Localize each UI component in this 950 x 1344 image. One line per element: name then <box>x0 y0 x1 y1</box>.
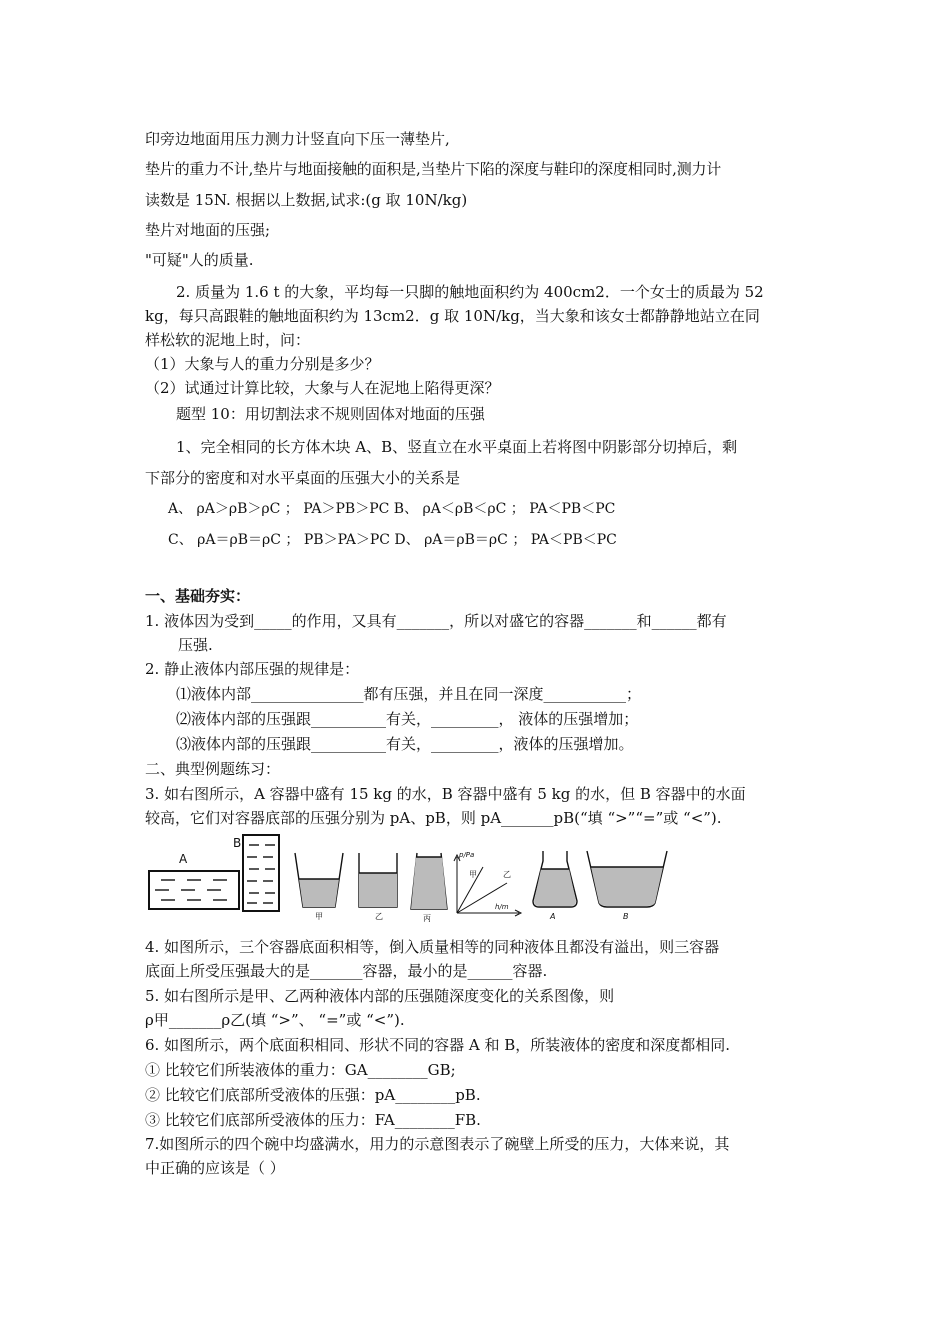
text-line: 4. 如图所示，三个容器底面积相等，倒入质量相等的同种液体且都没有溢出，则三容器 <box>145 938 720 956</box>
section-heading: 二、典型例题练习： <box>145 760 281 778</box>
section-heading: 题型 10：用切割法求不规则固体对地面的压强 <box>176 405 485 423</box>
text-line: 样松软的泥地上时，问： <box>145 331 311 349</box>
text-line: 2. 静止液体内部压强的规律是： <box>145 660 360 678</box>
section-heading: 一、基础夯实： <box>145 587 251 605</box>
text-line: ③ 比较它们底部所受液体的压力：FA________FB. <box>145 1111 481 1129</box>
graph-yi-label: 乙 <box>503 870 511 879</box>
text-line: 下部分的密度和对水平桌面的压强大小的关系是 <box>145 469 461 487</box>
text-line: ρ甲_______ρ乙(填 “>”、 “=”或 “<”). <box>145 1011 405 1029</box>
text-line: ① 比较它们所装液体的重力：GA________GB; <box>145 1061 456 1079</box>
cup-bing-figure <box>411 853 447 923</box>
text-line: kg，每只高跟鞋的触地面积约为 13cm2．g 取 10N/kg，当大象和该女士都静静地站立在同 <box>145 307 760 325</box>
pressure-figures <box>145 833 675 923</box>
text-line: 1. 液体因为受到_____的作用，又具有_______，所以对盛它的容器_______和______都有 <box>145 612 727 630</box>
container-a-label: A <box>179 852 188 866</box>
text-line: 中正确的应该是（ ） <box>145 1159 285 1177</box>
text-line: 3. 如右图所示，A 容器中盛有 15 kg 的水，B 容器中盛有 5 kg 的水，但 B 容器中的水面 <box>145 785 746 803</box>
vessel-a-label: A <box>550 912 556 921</box>
text-line: 读数是 15N. 根据以上数据,试求:(g 取 10N/kg) <box>145 191 468 209</box>
text-line: 1、完全相同的长方体木块 A、B、竖直立在水平桌面上若将图中阴影部分切掉后，剩 <box>176 438 738 456</box>
text-line: 7.如图所示的四个碗中均盛满水，用力的示意图表示了碗壁上所受的压力，大体来说，其 <box>145 1135 730 1153</box>
text-line: 底面上所受压强最大的是_______容器，最小的是______容器. <box>145 962 548 980</box>
vessel-b-label: B <box>623 912 629 921</box>
cup-bing-label: 丙 <box>423 914 431 923</box>
option-line: A、 ρA＞ρB＞ρC ； PA＞PB＞PC B、 ρA＜ρB＜ρC ； PA＜PB＜PC <box>168 501 616 517</box>
option-line: C、 ρA＝ρB＝ρC ； PB＞PA＞PC D、 ρA＝ρB＝ρC ； PA＜PB＜PC <box>168 532 617 548</box>
graph-y-label: p/Pa <box>459 851 475 859</box>
pressure-depth-graph <box>454 851 521 916</box>
text-line: 较高，它们对容器底部的压强分别为 pA、pB，则 pA_______pB(“填 “>”“=”或 “<”). <box>145 809 722 827</box>
text-line: ⑶液体内部的压强跟__________有关，_________，液体的压强增加。 <box>176 735 634 753</box>
vessel-b-figure <box>587 851 667 921</box>
text-line: ② 比较它们底部所受液体的压强：pA________pB. <box>145 1086 481 1104</box>
text-line: （2）试通过计算比较，大象与人在泥地上陷得更深？ <box>145 379 500 397</box>
graph-jia-label: 甲 <box>469 870 477 879</box>
text-line: 压强. <box>178 636 213 654</box>
text-line: 印旁边地面用压力测力计竖直向下压一薄垫片, <box>145 130 450 148</box>
text-line: ⑴液体内部_______________都有压强，并且在同一深度___________； <box>176 685 642 703</box>
text-line: 5. 如右图所示是甲、乙两种液体内部的压强随深度变化的关系图像，则 <box>145 987 615 1005</box>
cup-jia-label: 甲 <box>315 912 323 921</box>
text-line: "可疑"人的质量. <box>145 251 254 269</box>
cup-jia-figure <box>295 853 343 921</box>
container-a-figure <box>149 852 239 909</box>
text-line: 垫片的重力不计,垫片与地面接触的面积是,当垫片下陷的深度与鞋印的深度相同时,测力计 <box>145 160 722 178</box>
text-line: 垫片对地面的压强; <box>145 221 271 239</box>
text-line: 2. 质量为 1.6 t 的大象，平均每一只脚的触地面积约为 400cm2．一个女士的质最为 52 <box>176 283 764 301</box>
text-line: ⑵液体内部的压强跟__________有关，_________， 液体的压强增加； <box>176 710 639 728</box>
text-line: （1）大象与人的重力分别是多少？ <box>145 355 380 373</box>
cup-yi-figure <box>359 853 397 921</box>
graph-x-label: h/m <box>495 903 509 911</box>
cup-yi-label: 乙 <box>375 912 383 921</box>
vessel-a-figure <box>533 851 577 921</box>
text-line: 6. 如图所示，两个底面积相同、形状不同的容器 A 和 B，所装液体的密度和深度都相同. <box>145 1036 731 1054</box>
container-b-label: B <box>233 836 242 850</box>
